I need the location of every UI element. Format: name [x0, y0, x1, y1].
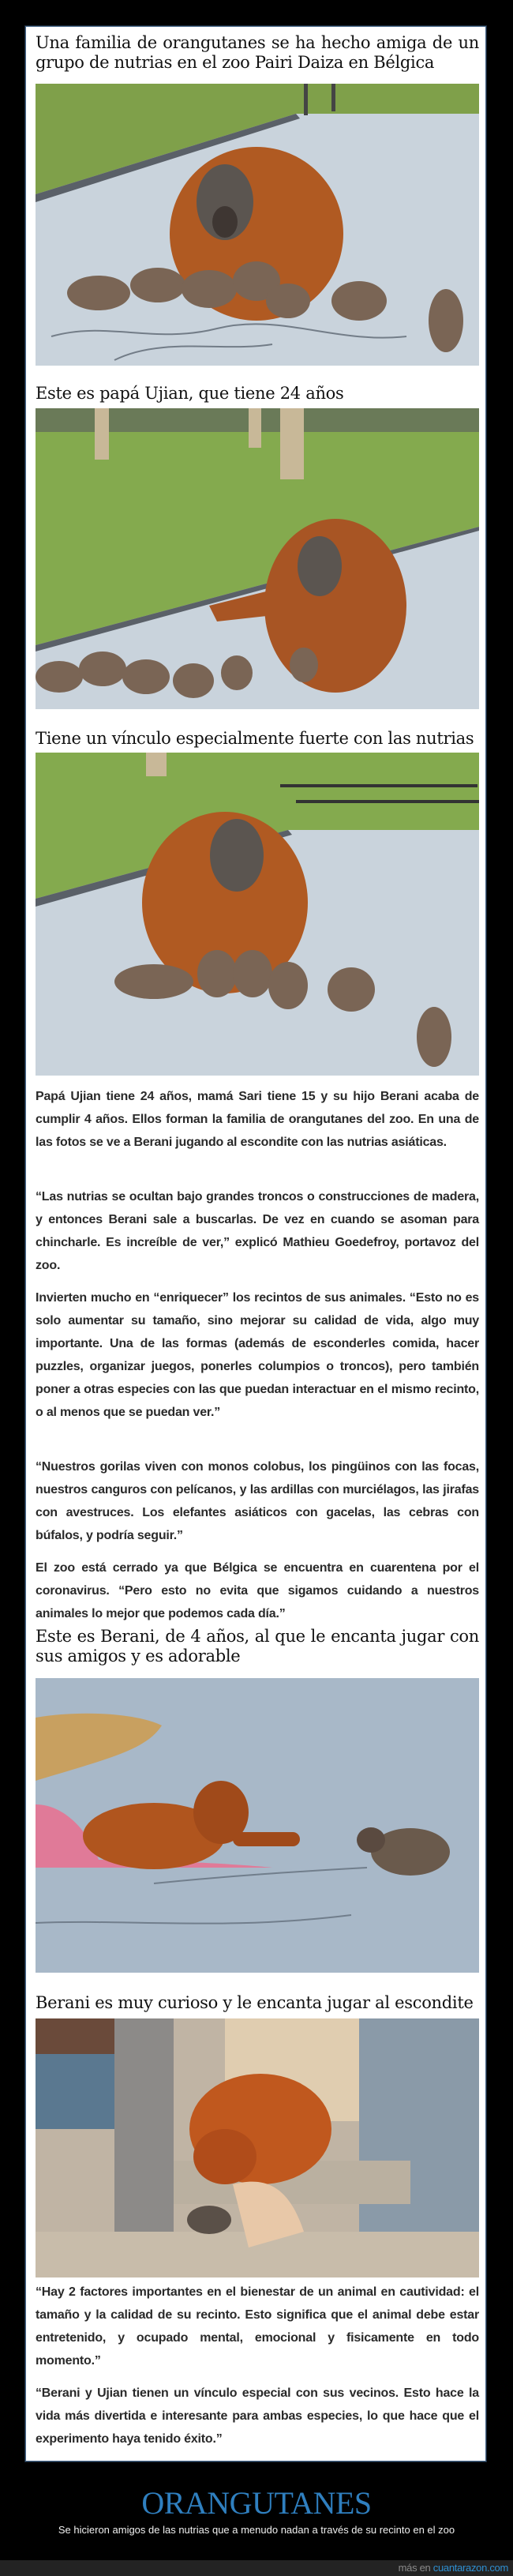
meme-subtitle: Se hicieron amigos de las nutrias que a menudo nadan a través de su recinto en el zoo [58, 2524, 455, 2536]
article-heading-4: Este es Berani, de 4 años, al que le encanta jugar con sus amigos y es adorable [36, 1627, 479, 1665]
article-card [25, 26, 486, 2461]
article-heading-3: Tiene un vínculo especialmente fuerte con las nutrias [36, 729, 474, 748]
article-paragraph-1: Papá Ujian tiene 24 años, mamá Sari tiene 15 y su hijo Berani acaba de cumplir 4 años. Ellos forman la familia de orangutanes del zoo. En una de las fotos se ve a Berani jugando al escondite con las nutrias asiáticas. [36, 1090, 479, 1149]
article-paragraph-7: “Berani y Ujian tienen un vínculo especial con sus vecinos. Esto hace la vida más divertida e interesante para ambas especies, lo que hace que el experimento haya tenido éxito.” [36, 2386, 479, 2446]
article-paragraph-3: Invierten mucho en “enriquecer” los recintos de sus animales. “Esto no es solo aumentar su tamaño, sino mejorar su calidad de vida, algo muy importante. Una de las formas (además de esconderles comida, hacer puzzles, organizar juegos, ponerles columpios o troncos), pero también poner a otras especies con las que puedan interactuar en el mismo recinto, o al menos que se puedan ver.” [36, 1291, 479, 1419]
berani-hide-and-seek-photo [36, 2018, 479, 2277]
papa-ujian-reaching-otters-photo [36, 408, 479, 709]
article-paragraph-6: “Hay 2 factores importantes en el bienestar de un animal en cautividad: el tamaño y la calidad de su recinto. Esto significa que el animal debe estar entretenido, y ocupado mental, emocional y fisicamente en todo momento.” [36, 2285, 479, 2368]
meme-title: ORANGUTANES [141, 2485, 372, 2521]
article-paragraph-5: El zoo está cerrado ya que Bélgica se encuentra en cuarentena por el coronavirus. “Pero esto no evita que sigamos cuidando a nuestros animales lo mejor que podemos cada día.” [36, 1561, 479, 1620]
article-heading-2: Este es papá Ujian, que tiene 24 años [36, 384, 344, 403]
footer-bar [0, 2560, 513, 2576]
article-heading-5: Berani es muy curioso y le encanta jugar al escondite [36, 1993, 474, 2012]
berani-lying-with-otter-photo [36, 1678, 479, 1973]
orangutan-sitting-otters-photo [36, 753, 479, 1076]
orangutan-with-otters-photo [36, 84, 479, 366]
footer-prefix: más en [398, 2562, 433, 2574]
article-paragraph-4: “Nuestros gorilas viven con monos colobus, los pingüinos con las focas, nuestros canguros con pelícanos, y las ardillas con murciélagos, las jirafas con avestruces. Los elefantes asiáticos con gacelas, las cebras con búfalos, y podría seguir.” [36, 1460, 479, 1542]
article-heading-1: Una familia de orangutanes se ha hecho amiga de un grupo de nutrias en el zoo Pairi Daiza en Bélgica [36, 33, 479, 72]
footer-credit [399, 2562, 508, 2574]
article-paragraph-2: “Las nutrias se ocultan bajo grandes troncos o construcciones de madera, y entonces Berani sale a buscarlas. De vez en cuando se asoman para chincharle. Es increíble de ver,” explicó Mathieu Goedefroy, portavoz del zoo. [36, 1190, 479, 1272]
site-link[interactable]: cuantarazon.com [432, 2562, 508, 2574]
